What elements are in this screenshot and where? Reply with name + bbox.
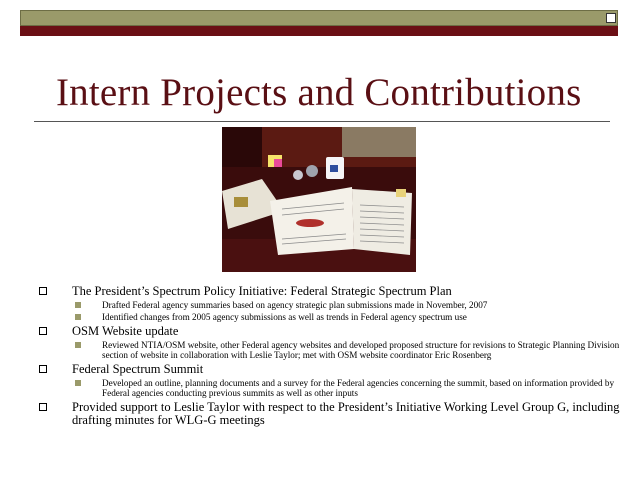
bullet-text: Federal Spectrum Summit	[72, 362, 204, 376]
header-maroon-band	[20, 26, 618, 36]
bullet-item	[38, 401, 628, 427]
title-divider	[34, 121, 610, 122]
sub-bullet-item	[38, 340, 628, 360]
filled-square-bullet-icon	[75, 380, 81, 386]
header-olive-band	[20, 10, 618, 26]
bullet-text: Provided support to Leslie Taylor with respect to the President’s Initiative Working Level Group G, including drafting minutes for WLG-G meetings	[72, 400, 620, 427]
square-bullet-icon	[39, 327, 47, 335]
sub-bullet-item	[38, 378, 628, 398]
sub-bullet-text: Reviewed NTIA/OSM website, other Federal agency websites and developed proposed structure for revisions to Strategic Planning Division section of website in collaboration with Leslie Taylor; met with OSM website coordinator Eric Rosenberg	[102, 340, 620, 360]
bullet-item	[38, 363, 628, 376]
filled-square-bullet-icon	[75, 302, 81, 308]
square-bullet-icon	[39, 365, 47, 373]
filled-square-bullet-icon	[75, 314, 81, 320]
sub-bullet-text: Drafted Federal agency summaries based on agency strategic plan submissions made in November, 2007	[102, 300, 488, 310]
filled-square-bullet-icon	[75, 342, 81, 348]
sub-bullet-item	[38, 312, 628, 322]
header-bar	[20, 10, 618, 36]
header-square-icon	[606, 13, 616, 23]
bullet-list	[38, 285, 628, 427]
desk-documents-photo-icon	[222, 127, 416, 272]
bullet-text: OSM Website update	[72, 324, 179, 338]
bullet-item	[38, 285, 628, 298]
sub-bullet-item	[38, 300, 628, 310]
square-bullet-icon	[39, 403, 47, 411]
bullet-item	[38, 325, 628, 338]
slide-title: Intern Projects and Contributions	[56, 71, 582, 114]
sub-bullet-text: Developed an outline, planning documents and a survey for the Federal agencies concerning the summit, based on information provided by Federal agencies conducting previous summits as well as other inputs	[102, 378, 615, 398]
sub-bullet-text: Identified changes from 2005 agency submissions as well as trends in Federal agency spectrum use	[102, 312, 467, 322]
desk-photo	[222, 127, 416, 272]
bullet-text: The President’s Spectrum Policy Initiative: Federal Strategic Spectrum Plan	[72, 284, 452, 298]
square-bullet-icon	[39, 287, 47, 295]
